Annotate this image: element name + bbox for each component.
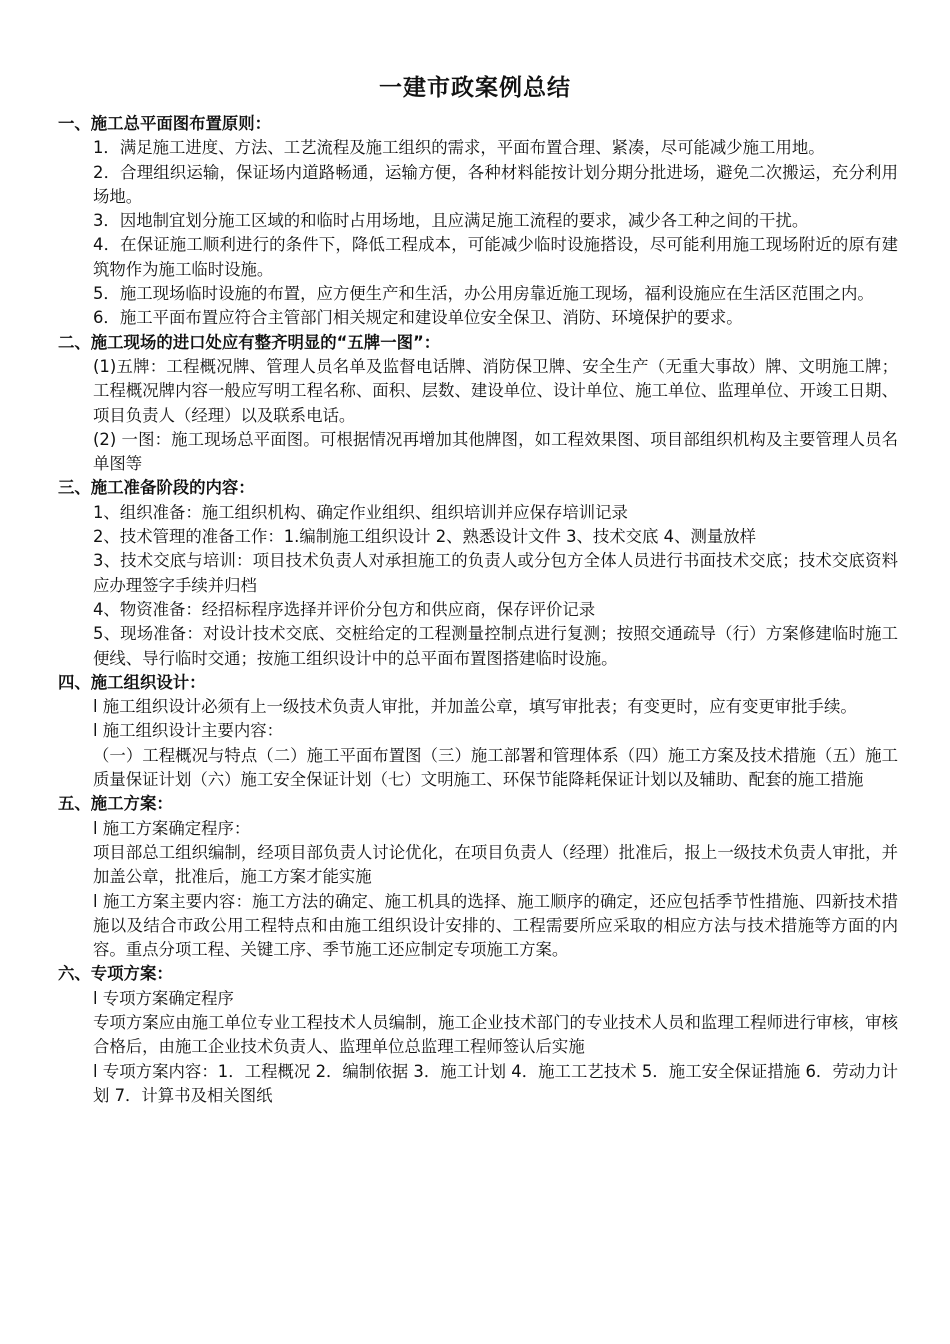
paragraph: 6．施工平面布置应符合主管部门相关规定和建设单位安全保卫、消防、环境保护的要求。 xyxy=(93,308,743,328)
paragraph: l 施工组织设计必须有上一级技术负责人审批，并加盖公章，填写审批表；有变更时，应有变更审批手续。 xyxy=(93,697,857,717)
paragraph: l 专项方案内容：1．工程概况 2．编制依据 3．施工计划 4．施工工艺技术 5．施工安全保证措施 6．劳动力计划 7．计算书及相关图纸 xyxy=(93,1061,898,1105)
paragraph: 专项方案应由施工单位专业工程技术人员编制，施工企业技术部门的专业技术人员和监理工程师进行审核，审核合格后，由施工企业技术负责人、监理单位总监理工程师签认后实施 xyxy=(93,1012,898,1057)
document-title: 一建市政案例总结 xyxy=(379,75,571,101)
section-heading: 三、施工准备阶段的内容： xyxy=(58,478,255,498)
paragraph: l 施工方案确定程序： xyxy=(93,818,251,838)
paragraph: 1．满足施工进度、方法、工艺流程及施工组织的需求，平面布置合理、紧凑，尽可能减少施工用地。 xyxy=(93,138,825,158)
section-1 xyxy=(58,112,898,331)
paragraph: 4、物资准备：经招标程序选择并评价分包方和供应商，保存评价记录 xyxy=(93,599,596,619)
section-6 xyxy=(58,962,898,1108)
section-heading: 二、施工现场的进口处应有整齐明显的“五牌一图”： xyxy=(58,332,441,352)
section-3 xyxy=(58,476,898,670)
paragraph: l 专项方案确定程序 xyxy=(93,988,234,1008)
document-body xyxy=(58,112,898,1108)
section-heading: 五、施工方案： xyxy=(58,794,173,814)
paragraph: 5、现场准备：对设计技术交底、交桩给定的工程测量控制点进行复测；按照交通疏导（行）方案修建临时施工便线、导行临时交通；按施工组织设计中的总平面布置图搭建临时设施。 xyxy=(93,624,898,668)
section-heading: 六、专项方案： xyxy=(58,964,173,984)
section-heading: 四、施工组织设计： xyxy=(58,672,206,692)
section-5 xyxy=(58,792,898,962)
paragraph: l 施工方案主要内容：施工方法的确定、施工机具的选择、施工顺序的确定，还应包括季节性措施、四新技术措施以及结合市政公用工程特点和由施工组织设计安排的、工程需要所应采取的相应方法与技术措施等方面的内容。重点分项工程、关键工序、季节施工还应制定专项施工方案。 xyxy=(93,891,898,960)
paragraph: 2．合理组织运输，保证场内道路畅通，运输方便，各种材料能按计划分期分批进场，避免二次搬运，充分利用场地。 xyxy=(93,162,898,206)
section-4 xyxy=(58,671,898,792)
paragraph: l 施工组织设计主要内容： xyxy=(93,721,284,741)
paragraph: 4．在保证施工顺利进行的条件下，降低工程成本，可能减少临时设施搭设，尽可能利用施工现场附近的原有建筑物作为施工临时设施。 xyxy=(93,235,898,279)
paragraph: 1、组织准备：施工组织机构、确定作业组织、组织培训并应保存培训记录 xyxy=(93,502,628,522)
section-heading: 一、施工总平面图布置原则： xyxy=(58,114,272,133)
paragraph: 3．因地制宜划分施工区域的和临时占用场地，且应满足施工流程的要求，减少各工种之间的干扰。 xyxy=(93,211,809,231)
paragraph: (1)五牌：工程概况牌、管理人员名单及监督电话牌、消防保卫牌、安全生产（无重大事故）牌、文明施工牌；工程概况牌内容一般应写明工程名称、面积、层数、建设单位、设计单位、施工单位、监理单位、开竣工日期、项目负责人（经理）以及联系电话。 xyxy=(93,356,898,425)
paragraph: 2、技术管理的准备工作：1.编制施工组织设计 2、熟悉设计文件 3、技术交底 4、测量放样 xyxy=(93,527,757,547)
paragraph: （一）工程概况与特点（二）施工平面布置图（三）施工部署和管理体系（四）施工方案及技术措施（五）施工质量保证计划（六）施工安全保证计划（七）文明施工、环保节能降耗保证计划以及辅助、配套的施工措施 xyxy=(93,745,898,790)
paragraph: 项目部总工组织编制，经项目部负责人讨论优化，在项目负责人（经理）批准后，报上一级技术负责人审批，并加盖公章，批准后，施工方案才能实施 xyxy=(93,842,898,887)
paragraph: 3、技术交底与培训：项目技术负责人对承担施工的负责人或分包方全体人员进行书面技术交底；技术交底资料应办理签字手续并归档 xyxy=(93,551,898,595)
paragraph: 5．施工现场临时设施的布置，应方便生产和生活，办公用房靠近施工现场，福利设施应在生活区范围之内。 xyxy=(93,284,874,304)
paragraph: (2) 一图：施工现场总平面图。可根据情况再增加其他牌图，如工程效果图、项目部组织机构及主要管理人员名单图等 xyxy=(93,429,898,474)
section-2 xyxy=(58,331,898,477)
